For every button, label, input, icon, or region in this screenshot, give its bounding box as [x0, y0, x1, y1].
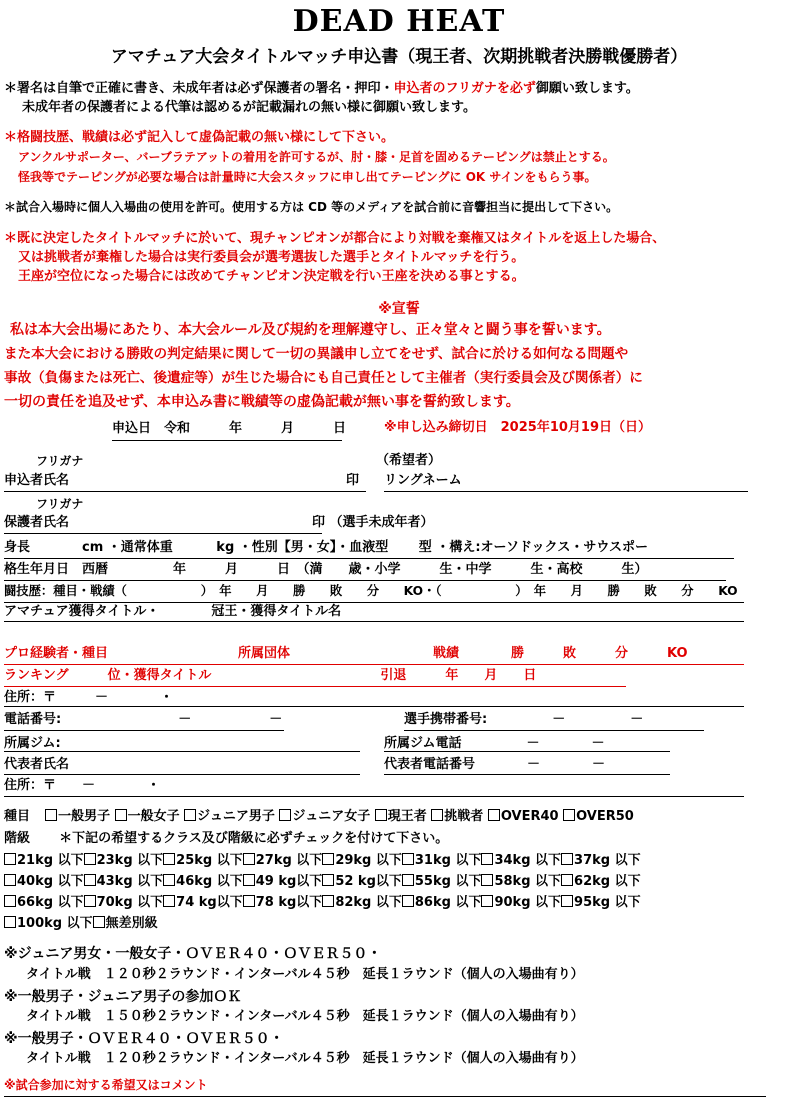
address-row[interactable]: 住所：〒 － ・: [4, 690, 174, 705]
weight-option[interactable]: 27kg 以下: [243, 853, 323, 868]
weight-note: ＊下記の希望するクラス及び階級に必ずチェックを付けて下さい。: [59, 831, 449, 846]
oath-heading: ※宣誓: [378, 301, 420, 317]
weight-option[interactable]: 25kg 以下: [163, 853, 243, 868]
category-option[interactable]: ジュニア女子: [279, 809, 370, 824]
weight-option[interactable]: 70kg 以下: [84, 895, 164, 910]
category-option[interactable]: 現王者: [375, 809, 427, 824]
category-option[interactable]: ジュニア男子: [184, 809, 275, 824]
form-subtitle: アマチュア大会タイトルマッチ申込書（現王者、次期挑戦者決勝戦優勝者）: [110, 47, 688, 67]
guardian-name-field[interactable]: [4, 533, 322, 534]
weight-option[interactable]: 43kg 以下: [84, 874, 164, 889]
ringname-field[interactable]: [384, 491, 748, 492]
comment-label: ※試合参加に対する希望又はコメント: [4, 1078, 208, 1092]
rep-phone-row[interactable]: 代表者電話番号 － －: [384, 757, 606, 772]
rule-3: ※一般男子・ＯＶＥＲ４０・ＯＶＥＲ５０・: [4, 1031, 284, 1047]
oath-line-1: 私は本大会出場にあたり、本大会ルール及び規約を理解遵守し、正々堂々と闘う事を誓います。: [10, 322, 611, 338]
checkbox[interactable]: [279, 809, 291, 821]
comment-field[interactable]: [4, 1096, 766, 1097]
note-2-sub1: アンクルサポーター、バーブラテアットの着用を許可するが、肘・膝・足首を固めるテーピングは禁止とする。: [18, 150, 615, 164]
note-1-tail: 御願い致します。: [535, 81, 639, 96]
weight-option[interactable]: 37kg 以下: [561, 853, 641, 868]
pro-experience-row[interactable]: プロ経験者・種目 所属団体 戦績 勝 敗 分 KO: [4, 646, 688, 661]
weight-option[interactable]: 46kg 以下: [163, 874, 243, 889]
weight-option[interactable]: 90kg 以下: [481, 895, 561, 910]
category-option[interactable]: 挑戦者: [431, 809, 483, 824]
ranking-row[interactable]: ランキング 位・獲得タイトル 引退 年 月 日: [4, 668, 537, 683]
weight-option[interactable]: 49 kg以下: [243, 874, 323, 889]
weight-option[interactable]: 86kg 以下: [402, 895, 482, 910]
checkbox[interactable]: [45, 809, 57, 821]
category-option[interactable]: OVER50: [563, 809, 634, 824]
weight-option[interactable]: 95kg 以下: [561, 895, 641, 910]
applicant-name-field[interactable]: [4, 491, 366, 492]
weight-option[interactable]: 21kg 以下: [4, 853, 84, 868]
weight-option[interactable]: 82kg 以下: [322, 895, 402, 910]
rule-2-detail: タイトル戦 １５０秒２ラウンド・インターバル４５秒 延長１ラウンド（個人の入場曲有り）: [26, 1009, 584, 1024]
weight-row-3: [4, 894, 641, 912]
record-row[interactable]: 闘技歴：種目・戦績（ ） 年 月 勝 敗 分 KO・（ ） 年 月 勝 敗 分 KO: [4, 584, 738, 598]
weight-option[interactable]: 78 kg以下: [243, 895, 323, 910]
weight-option[interactable]: 66kg 以下: [4, 895, 84, 910]
checkbox[interactable]: [115, 809, 127, 821]
weight-label: 階級: [4, 831, 31, 846]
category-row: [4, 808, 634, 826]
oath-line-4: 一切の責任を追及せず、本申込み書に戦績等の虚偽記載が無い事を誓約致します。: [4, 394, 520, 410]
ringname-label: リングネーム: [384, 473, 462, 488]
representative-row[interactable]: 代表者氏名: [4, 757, 70, 772]
weight-option[interactable]: 74 kg以下: [163, 895, 243, 910]
seal-mark: 印: [346, 473, 360, 488]
weight-option[interactable]: 29kg 以下: [322, 853, 402, 868]
note-4-sub2: 王座が空位になった場合には改めてチャンピオン決定戦を行い王座を決める事とする。: [18, 269, 525, 284]
birthdate-row[interactable]: 格生年月日 西暦 年 月 日 （満 歳・小学 生・中学 生・高校 生）: [4, 562, 648, 577]
mobile-row[interactable]: 選手携帯番号: － －: [404, 712, 644, 727]
weight-class-header: [4, 830, 448, 848]
checkbox[interactable]: [431, 809, 443, 821]
checkbox[interactable]: [184, 809, 196, 821]
weight-option[interactable]: 34kg 以下: [481, 853, 561, 868]
form-title: DEAD HEAT: [292, 4, 506, 39]
weight-option[interactable]: 23kg 以下: [84, 853, 164, 868]
checkbox[interactable]: [563, 809, 575, 821]
category-option[interactable]: 一般女子: [115, 809, 180, 824]
weight-option[interactable]: 31kg 以下: [402, 853, 482, 868]
application-date[interactable]: 申込日 令和 年 月 日: [112, 421, 347, 436]
guardian-name-label: 保護者氏名: [4, 515, 70, 530]
note-1-text: ＊署名は自筆で正確に書き、未成年者は必ず保護者の署名・押印・: [4, 81, 394, 96]
body-info-row[interactable]: 身長 cm ・通常体重 kg ・性別【男・女】・血液型 型 ・構え:オーソドックス・サウスポー: [4, 540, 648, 555]
note-4: ＊既に決定したタイトルマッチに於いて、現チャンピオンが都合により対戦を棄権又はタイトルを返上した場合、: [4, 231, 666, 246]
note-4-sub1: 又は挑戦者が棄権した場合は実行委員会が選考選抜した選手とタイトルマッチを行う。: [18, 250, 525, 265]
note-3: ＊試合入場時に個人入場曲の使用を許可。使用する方は CD 等のメディアを試合前に音響担当に提出して下さい。: [4, 200, 619, 214]
gym-row[interactable]: 所属ジム:: [4, 736, 61, 751]
note-2-sub2: 怪我等でテーピングが必要な場合は計量時に大会スタッフに申し出てテーピングに OK サインをもらう事。: [18, 170, 597, 184]
furigana-label-2: フリガナ: [36, 497, 84, 511]
phone-row[interactable]: 電話番号: － －: [4, 712, 283, 727]
checkbox[interactable]: [488, 809, 500, 821]
rule-3-detail: タイトル戦 １２０秒２ラウンド・インターバル４５秒 延長１ラウンド（個人の入場曲有り）: [26, 1051, 584, 1066]
note-1-sub: 未成年者の保護者による代筆は認めるが記載漏れの無い様に御願い致します。: [22, 100, 476, 115]
weight-option[interactable]: 62kg 以下: [561, 874, 641, 889]
applicant-name-label: 申込者氏名: [4, 473, 70, 488]
weight-row-1: [4, 852, 641, 870]
weight-option[interactable]: 58kg 以下: [481, 874, 561, 889]
category-option[interactable]: 一般男子: [45, 809, 110, 824]
kibou-label: （希望者）: [376, 453, 442, 468]
deadline: ※申し込み締切日 2025年10月19日（日）: [384, 420, 652, 435]
oath-line-3: 事故（負傷または死亡、後遺症等）が生じた場合にも自己責任として主催者（実行委員会及び関係者）に: [4, 370, 643, 386]
category-option[interactable]: OVER40: [488, 809, 559, 824]
rule-1-detail: タイトル戦 １２０秒２ラウンド・インターバル４５秒 延長１ラウンド（個人の入場曲有り）: [26, 967, 584, 982]
weight-row-4: [4, 915, 158, 933]
amateur-title-row[interactable]: アマチュア獲得タイトル・ 冠王・獲得タイトル名: [4, 604, 342, 619]
note-1: [4, 80, 639, 98]
rule-2: ※一般男子・ジュニア男子の参加ＯＫ: [4, 989, 242, 1005]
gym-phone-row[interactable]: 所属ジム電話 － －: [384, 736, 605, 751]
weight-option[interactable]: 55kg 以下: [402, 874, 482, 889]
weight-option[interactable]: 40kg 以下: [4, 874, 84, 889]
weight-option[interactable]: 無差別級: [93, 916, 158, 931]
note-2: ＊格闘技歴、戦績は必ず記入して虚偽記載の無い様にして下さい。: [4, 130, 395, 145]
category-label: 種目: [4, 809, 31, 824]
weight-option[interactable]: 100kg 以下: [4, 916, 93, 931]
checkbox[interactable]: [375, 809, 387, 821]
guardian-seal: 印 （選手未成年者）: [312, 515, 434, 530]
furigana-label: フリガナ: [36, 454, 84, 468]
weight-option[interactable]: 52 kg以下: [322, 874, 402, 889]
rule-1: ※ジュニア男女・一般女子・ＯＶＥＲ４０・ＯＶＥＲ５０・: [4, 946, 382, 962]
weight-row-2: [4, 873, 641, 891]
address-row-2[interactable]: 住所：〒 － ・: [4, 778, 161, 793]
note-1-highlight: 申込者のフリガナを必ず: [393, 81, 536, 96]
oath-line-2: また本大会における勝敗の判定結果に関して一切の異議申し立てをせず、試合に於ける如何なる問題や: [4, 346, 629, 362]
